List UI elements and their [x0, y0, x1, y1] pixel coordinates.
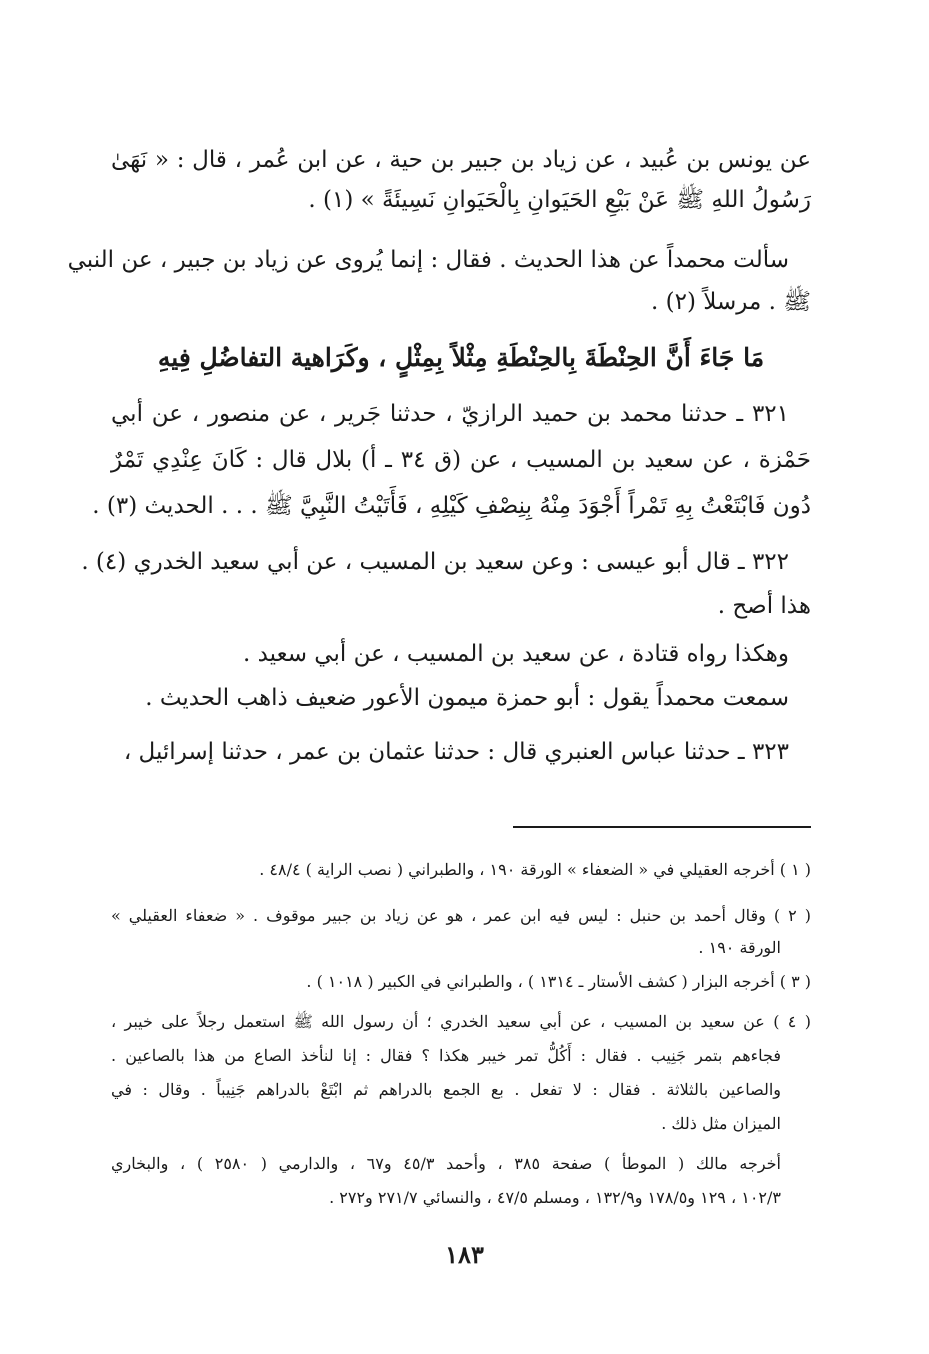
hadith-322-line-1: ٣٢٢ ـ قال أبو عيسى : وعن سعيد بن المسيب ، عن أبي سعيد الخدري (٤) . — [81, 549, 789, 575]
hadith-321-line-3: دُون فَابْتَعْتُ بِهِ تَمْراً أَجْوَدَ مِنْهُ بِنِصْفِ كَيْلِهِ ، فَأَتَيْتُ النَّبِيَّ ﷺ . . . الحديث (٣) . — [92, 493, 811, 519]
footnote-2: ( ٢ ) وقال أحمد بن حنبل : ليس فيه ابن عمر ، هو عن زياد بن جبير موقوف . « ضعفاء العقيلي » — [111, 906, 812, 925]
footnote-2-continued: الورقة ١٩٠ . — [698, 938, 781, 957]
footnote-divider — [513, 826, 811, 828]
text-line-2: رَسُولُ اللهِ ﷺ عَنْ بَيْعِ الحَيَوانِ بِالْحَيَوانِ نَسِيئَةً » (١) . — [308, 187, 811, 213]
hadith-323-line-1: ٣٢٣ ـ حدثنا عباس العنبري قال : حدثنا عثمان بن عمر ، حدثنا إسرائيل ، — [123, 739, 789, 765]
footnote-4: ( ٤ ) عن سعيد بن المسيب ، عن أبي سعيد الخدري ؛ أن رسول الله ﷺ استعمل رجلاً على خيبر ، — [111, 1012, 811, 1031]
text-line-3: سألت محمداً عن هذا الحديث . فقال : إنما يُروى عن زياد بن جبير ، عن النبي — [67, 247, 789, 273]
hadith-321-line-2: حَمْزة ، عن سعيد بن المسيب ، عن (ق ٣٤ ـ أ) بلال قال : كَانَ عِنْدِي تَمْرٌ — [111, 447, 811, 473]
footnote-4-line-5: أخرجه مالك ( الموطأ ) صفحة ٣٨٥ ، وأحمد ٤٥/٣ و٦٧ ، والدارمي ( ٢٥٨٠ ) ، والبخاري — [111, 1154, 781, 1173]
footnote-3: ( ٣ ) أخرجه البزار ( كشف الأستار ـ ١٣١٤ ) ، والطبراني في الكبير ( ١٠١٨ ) . — [306, 972, 811, 991]
hadith-321-line-1: ٣٢١ ـ حدثنا محمد بن حميد الرازيّ ، حدثنا جَرير ، عن منصور ، عن أبي — [111, 401, 789, 427]
footnote-4-line-4: الميزان مثل ذلك . — [661, 1114, 781, 1133]
footnote-4-line-3: والصاعين بالثلاثة . فقال : لا تفعل . بع الجمع بالدراهم ثم ابْتَعْ بالدراهم جَنِيباً . وقال : في — [111, 1080, 781, 1099]
footnote-1: ( ١ ) أخرجه العقيلي في « الضعفاء » الورقة ١٩٠ ، والطبراني ( نصب الراية ) ٤٨/٤ . — [259, 860, 811, 879]
text-line-4: ﷺ . مرسلاً (٢) . — [651, 289, 811, 315]
chapter-heading: مَا جَاءَ أَنَّ الحِنْطَةَ بِالحِنْطَةِ مِثْلاً بِمِثْلٍ ، وكَرَاهية التفاضُلِ فِيهِ — [157, 343, 765, 372]
footnote-4-line-2: فجاءهم بتمر جَنِيب . فقال : أَكُلُّ تمر خيبر هكذا ؟ فقال : إنا لنأخذ الصاع من هذا بالصاعين . — [111, 1046, 782, 1065]
hadith-322-line-2: هذا أصح . — [717, 593, 811, 619]
narration-qatada: وهكذا رواه قتادة ، عن سعيد بن المسيب ، عن أبي سعيد . — [242, 641, 789, 667]
page-number: ١٨٣ — [445, 1240, 484, 1269]
footnote-4-line-6: ١٠٢/٣ ، ١٢٩ و١٧٨/٥ و١٣٢/٩ ، ومسلم ٤٧/٥ ، والنسائي ٢٧١/٧ و٢٧٢ . — [329, 1188, 781, 1207]
narration-muhammad: سمعت محمداً يقول : أبو حمزة ميمون الأعور ضعيف ذاهب الحديث . — [145, 685, 789, 711]
text-line-1: عن يونس بن عُبيد ، عن زياد بن جبير بن حية ، عن ابن عُمر ، قال : « نَهَىٰ — [111, 147, 811, 173]
